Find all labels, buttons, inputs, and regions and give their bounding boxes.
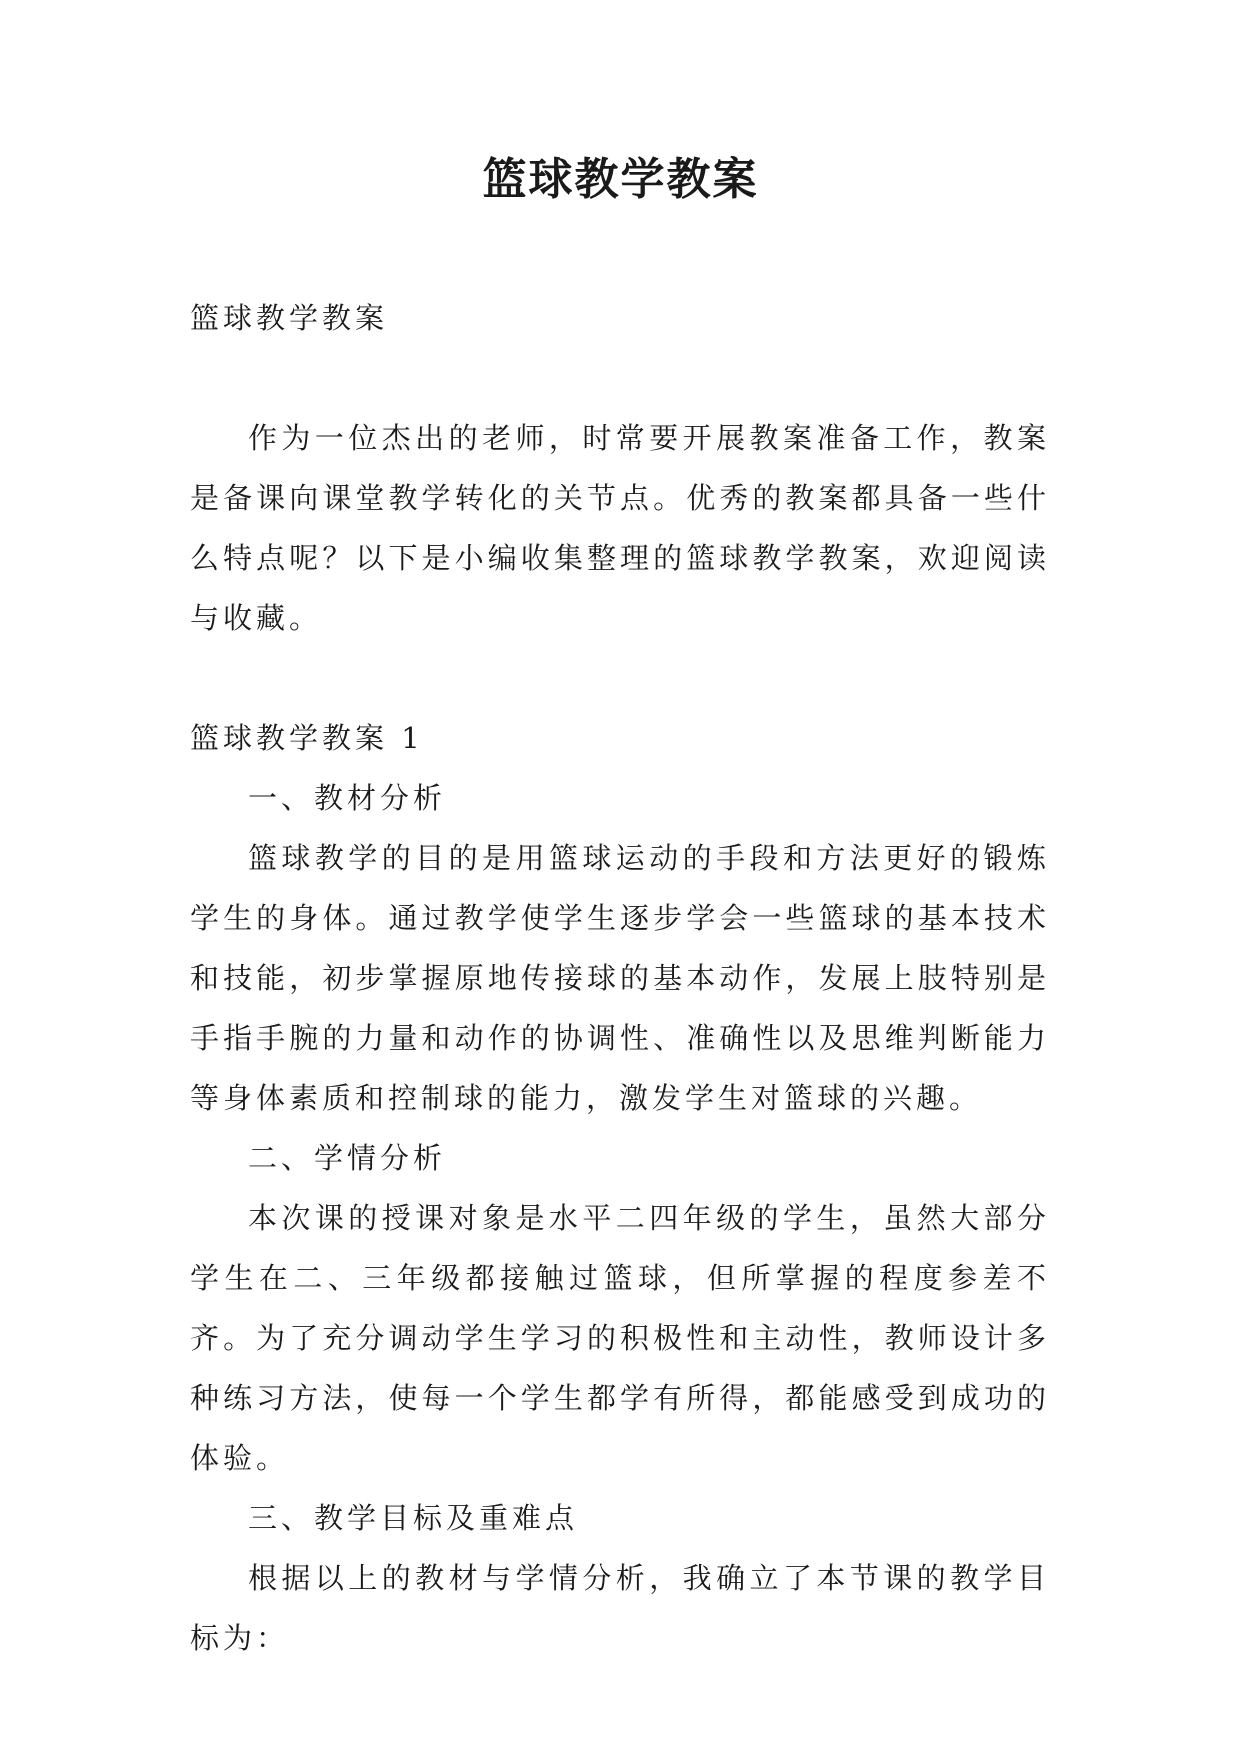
paragraph-teaching-goals: 根据以上的教材与学情分析，我确立了本节课的教学目标为： [190, 1561, 1050, 1655]
heading-teaching-goals: 三、教学目标及重难点 [248, 1501, 579, 1535]
heading-student-analysis: 二、学情分析 [248, 1141, 447, 1175]
document-title: 篮球教学教案 [482, 154, 759, 205]
paragraph-textbook-analysis: 篮球教学的目的是用篮球运动的手段和方法更好的锻炼学生的身体。通过教学使学生逐步学会一些篮球的基本技术和技能，初步掌握原地传接球的基本动作，发展上肢特别是手指手腕的力量和动作的协调性、准确性以及思维判断能力等身体素质和控制球的能力，激发学生对篮球的兴趣。 [190, 841, 1050, 1115]
section-title: 篮球教学教案 1 [190, 721, 424, 755]
intro-paragraph: 作为一位杰出的老师，时常要开展教案准备工作，教案是备课向课堂教学转化的关节点。优秀的教案都具备一些什么特点呢？以下是小编收集整理的篮球教学教案，欢迎阅读与收藏。 [190, 421, 1050, 635]
document-subtitle: 篮球教学教案 [190, 301, 389, 335]
paragraph-student-analysis: 本次课的授课对象是水平二四年级的学生，虽然大部分学生在二、三年级都接触过篮球，但所掌握的程度参差不齐。为了充分调动学生学习的积极性和主动性，教师设计多种练习方法，使每一个学生都学有所得，都能感受到成功的体验。 [190, 1201, 1050, 1475]
heading-textbook-analysis: 一、教材分析 [248, 781, 447, 815]
document-body [190, 288, 1050, 1668]
